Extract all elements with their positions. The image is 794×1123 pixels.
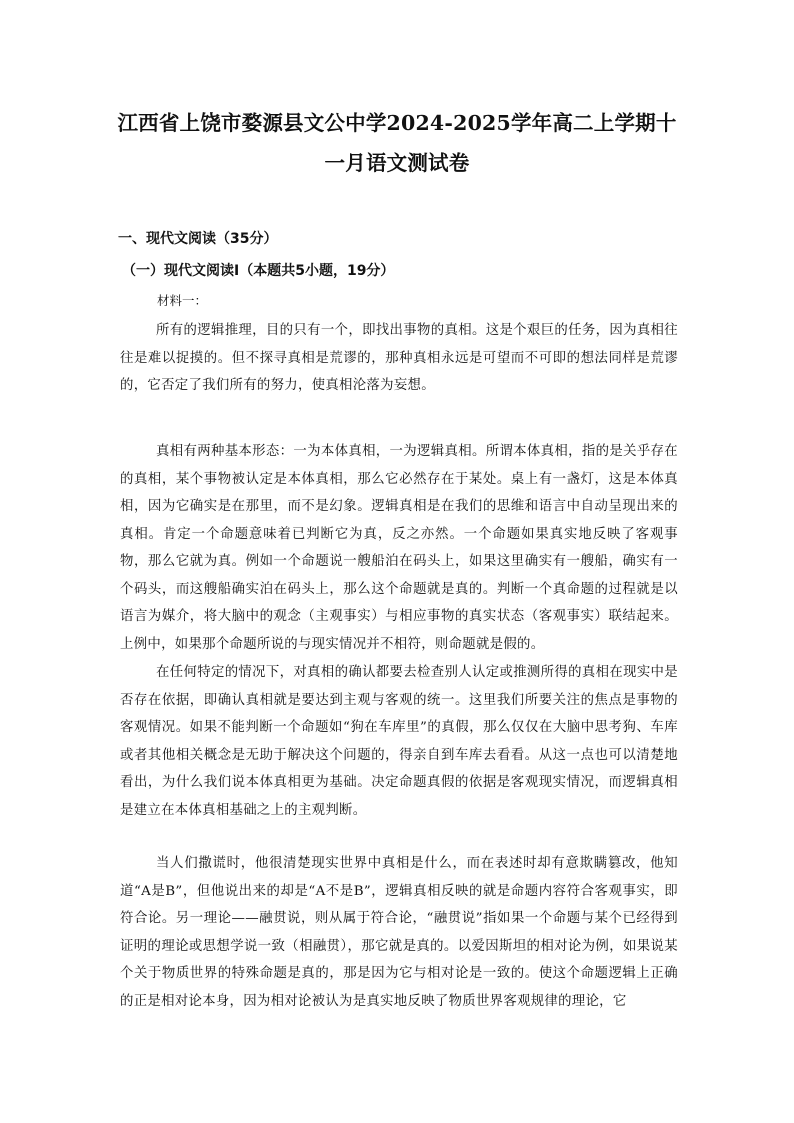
document-title-line-1: 江西省上饶市婺源县文公中学2024-2025学年高二上学期十 xyxy=(117,111,677,135)
paragraph-1: 所有的逻辑推理，目的只有一个，即找出事物的真相。这是个艰巨的任务，因为真相往往是难以捉摸的。但不探寻真相是荒谬的，那种真相永远是可望而不可即的想法同样是荒谬的，它否定了我们所有的努力，使真相沦落为妄想。 xyxy=(120,323,678,393)
paragraph-4: 当人们撒谎时，他很清楚现实世界中真相是什么，而在表述时却有意欺瞒篡改，他知道“A是B”，但他说出来的却是“A不是B”，逻辑真相反映的就是命题内容符合客观事实，即符合论。另一理论——融贯说，则从属于符合论，“融贯说”指如果一个命题与某个已经得到证明的理论或思想学说一致（相融贯），那它就是真的。以爱因斯坦的相对论为例，如果说某个关于物质世界的特殊命题是真的，那是因为它与相对论是一致的。使这个命题逻辑上正确的正是相对论本身，因为相对论被认为是真实地反映了物质世界客观规律的理论，它 xyxy=(120,856,678,1009)
document-title-line-2: 一月语文测试卷 xyxy=(324,151,470,175)
material-label: 材料一： xyxy=(157,293,208,308)
paragraph-3: 在任何特定的情况下，对真相的确认都要去检查别人认定或推测所得的真相在现实中是否存在依据，即确认真相就是要达到主观与客观的统一。这里我们所要关注的焦点是事物的客观情况。如果不能判断一个命题如“狗在车库里”的真假，那么仅仅在大脑中思考狗、车库或者其他相关概念是无助于解决这个问题的，得亲自到车库去看看。从这一点也可以清楚地看出，为什么我们说本体真相更为基础。决定命题真假的依据是客观现实情况，而逻辑真相是建立在本体真相基础之上的主观判断。 xyxy=(120,665,678,818)
section-heading: 一、现代文阅读（35分） xyxy=(118,231,278,247)
subsection-heading: （一）现代文阅读Ⅰ（本题共5小题，19分） xyxy=(122,263,395,279)
paragraph-2: 真相有两种基本形态：一为本体真相，一为逻辑真相。所谓本体真相，指的是关乎存在的真相，某个事物被认定是本体真相，那么它必然存在于某处。桌上有一盏灯，这是本体真相，因为它确实是在那里，而不是幻象。逻辑真相是在我们的思维和语言中自动呈现出来的真相。肯定一个命题意味着已判断它为真，反之亦然。一个命题如果真实地反映了客观事物，那么它就为真。例如一个命题说一艘船泊在码头上，如果这里确实有一艘船，确实有一个码头，而这艘船确实泊在码头上，那么这个命题就是真的。判断一个真命题的过程就是以语言为媒介，将大脑中的观念（主观事实）与相应事物的真实状态（客观事实）联结起来。上例中，如果那个命题所说的与现实情况并不相符，则命题就是假的。 xyxy=(120,444,678,652)
